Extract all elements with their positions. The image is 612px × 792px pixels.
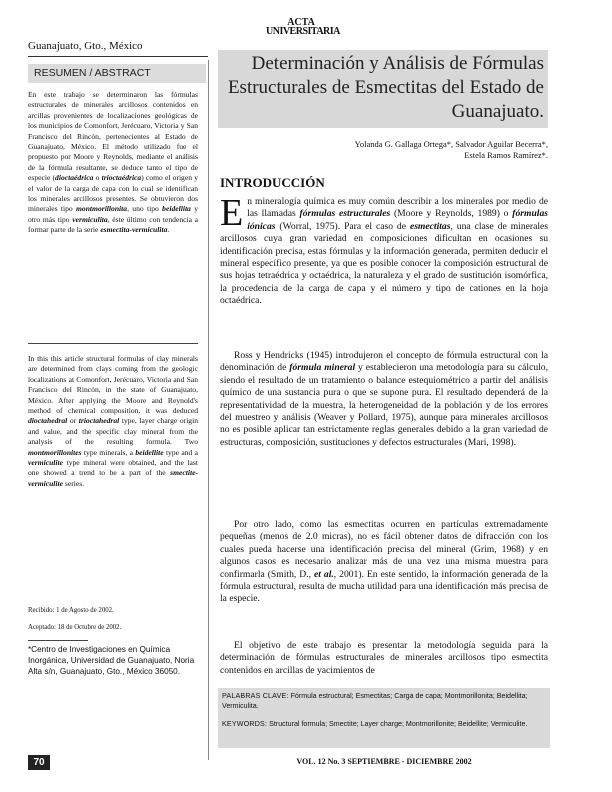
abstract-segment: type, layer charge origin and value, and the specific clay mineral from the analysis of the resulting formula. Two: [28, 416, 199, 447]
resumen-emphasis: dioctaédrica: [55, 173, 94, 183]
abstract-label: RESUMEN / ABSTRACT: [28, 64, 206, 83]
intro-paragraph-4: El objetivo de este trabajo es presentar la metodología seguida para la determinación de fórmulas estructurales de minerales arcillosos tipo esmectita contenidos en arcillas de yacimientos de: [220, 640, 548, 676]
dates: [28, 605, 198, 639]
intro-segment: , una clase de minerales arcillosos cuya gran variedad en composiciones dificultan en ocasiones su identificación precisa, estas fórmulas y la información generada, permiten deducir el mineral específico presente, ya que es posible conocer la composición estructural de sus hojas tetraédrica y octaédrica, la naturaleza y el grado de sustitución isomórfica, la procedencia de la carga de capa y el número y tipo de cationes en la hoja octaédrica.: [220, 220, 548, 307]
intro-segment: (Moore y Reynolds, 1989) o: [390, 208, 513, 220]
affiliation-rule: [28, 640, 88, 641]
abstract-segment: type mineral were obtained, and the last one showed a trend to be a part of the: [28, 458, 198, 478]
keywords-en: [222, 720, 546, 730]
article-title: Determinación y Análisis de Fórmulas Estructurales de Esmectitas del Estado de Guanajuato.: [227, 53, 544, 122]
abstract-divider: [28, 343, 198, 344]
abstract-segment: or: [67, 416, 79, 426]
affiliation: *Centro de Investigaciones en Química Inorgánica, Universidad de Guanajuato, Noria Alta s/n, Guanajuato, Gto., México 36050.: [28, 645, 195, 676]
abstract-emphasis: trioctahedral: [78, 416, 120, 426]
intro-segment: Por otro lado, como las esmectitas ocurren en partículas extremadamente pequeñas (menos de 2.0 micras), no es fácil obtener datos de difracción con los cuales pueda hacerse una identificación precisa del mineral (Grim, 1968) y en algunos casos es necesario analizar más de una vez una misma muestra para confirmarla (Smith, D.,: [220, 519, 548, 580]
drop-cap: E: [220, 192, 244, 234]
journal-logo: [266, 17, 340, 37]
resumen-segment: En este trabajo se determinaron las fórmulas estructurales de minerales arcillosos contenidos en arcillas provenientes de localizaciones geológicas de los municipios de Comonfort, Jerécuaro, Victoria y San Francisco del Rincón, pertenecientes al Estado de Guanajuato, México. El método utilizado fue el propuesto por Moore y Reynolds, mediante el análisis de la fórmula resultante, se deduce tanto el tipo de especie (: [28, 90, 198, 183]
abstract-emphasis: montmorillonites: [28, 447, 82, 457]
abstract-emphasis: smectite-vermiculite: [28, 468, 198, 488]
abstract-segment: series.: [63, 478, 85, 488]
intro-emphasis: fórmulas iónicas: [247, 208, 548, 232]
abstract-text: [28, 354, 198, 489]
authors-line1: Yolanda G. Gallaga Ortega*, Salvador Aguilar Becerra*,: [354, 139, 548, 149]
resumen-segment: o: [93, 173, 102, 183]
intro-paragraph-1: [220, 192, 548, 308]
keywords-es-text: Fórmula estructural; Esmectitas; Carga de capa; Montmorillonita; Beidellita; Vermiculita.: [222, 692, 528, 710]
resumen-segment: y otro más tipo: [28, 204, 198, 224]
keywords-es: [222, 692, 546, 711]
resumen-segment: ) como el origen y el valor de la carga de capa con lo cual se identifican los minerales arcillosos presentes. Se obtuvieron dos minerales tipo: [28, 173, 198, 214]
issue-footer: VOL. 12 No. 3 SEPTIEMBRE - DICIEMBRE 2002: [296, 757, 472, 766]
intro-emphasis: et al.: [313, 568, 334, 580]
keywords-en-label: KEYWORDS:: [222, 720, 268, 728]
resumen-segment: .: [167, 225, 170, 235]
authors: [300, 139, 548, 161]
resumen-emphasis: montmorillonita: [76, 204, 128, 214]
abstract-emphasis: vermiculite: [28, 458, 64, 468]
journal-logo-line1: ACTA: [287, 17, 315, 28]
resumen-segment: , uno tipo: [127, 204, 163, 214]
abstract-segment: In this this article structural formulas of clay minerals are determined from clays coming from the geologic localizations at Comonfort, Jerécuaro, Victoria and San Francisco del Rincón, in the state of Guanajuato, México. After applying the Moore and Reynold's method of chemical composition, it was deduced: [28, 354, 198, 416]
authors-line2: Estela Ramos Ramírez*.: [464, 150, 548, 160]
resumen-emphasis: vermiculita: [72, 214, 108, 224]
resumen-text: [28, 90, 198, 236]
intro-emphasis: fórmulas estructurales: [299, 208, 391, 220]
resumen-emphasis: trioctaédrica: [101, 173, 142, 183]
intro-segment: y establecieron una metodología para su cálculo, siendo el resultado de un tratamiento o balance estequiométrico a partir del análisis químico de una sustancia pura o que se supone pura. El resultado dependerá de la representatividad de la muestra, la heterogeneidad de la población y de los errores del muestreo y análisis (Weaver y Pollard, 1975), aunque para minerales arcillosos no es posible aplicar tan estrictamente reglas generales debido a la gran variedad de estructuras, composición, sustituciones y defectos estructurales (Mari, 1998).: [220, 362, 549, 448]
keywords-es-label: PALABRAS CLAVE:: [222, 692, 289, 700]
header-rule: [28, 56, 208, 57]
journal-logo-line2: UNIVERSITARIA: [266, 26, 340, 37]
intro-emphasis: esmectitas: [409, 220, 451, 232]
header-city: Guanajuato, Gto., México: [28, 40, 143, 52]
intro-paragraph-3: [220, 519, 548, 606]
intro-paragraph-2: [220, 350, 548, 449]
abstract-emphasis: dioctahedral: [28, 416, 68, 426]
page-number: 70: [28, 755, 50, 770]
intro-segment: n mineralogía química es muy común describir a los minerales por medio de las llamadas: [247, 196, 548, 220]
abstract-segment: type minerals, a: [81, 447, 136, 457]
keywords-en-text: Structural formula; Smectite; Layer charge; Montmorillonite; Beidellite; Vermiculite.: [267, 720, 528, 728]
abstract-emphasis: beidellite: [135, 447, 164, 457]
resumen-emphasis: esmectita-vermiculita: [100, 225, 168, 235]
intro-emphasis: fórmula mineral: [289, 362, 356, 374]
section-heading: INTRODUCCIÓN: [220, 175, 325, 190]
intro-segment: Ross y Hendricks (1945) introdujeron el concepto de fórmula estructural con la denominación de: [220, 350, 548, 374]
accepted-date: Aceptado: 18 de Octubre de 2002.: [28, 624, 122, 631]
intro-segment: (Worral, 1975). Para el caso de: [275, 220, 410, 232]
column-divider: [208, 60, 209, 760]
resumen-segment: , éste último con tendencia a formar parte de la serie: [28, 214, 198, 235]
intro-segment: , 2001). En este sentido, la información generada de la fórmula estructural, resulta de mucha utilidad para una identificación más precisa de la especie.: [220, 568, 548, 605]
resumen-emphasis: beidellita: [162, 204, 191, 214]
abstract-segment: type and a: [163, 447, 198, 457]
received-date: Recibido: 1 de Agosto de 2002.: [28, 607, 114, 614]
